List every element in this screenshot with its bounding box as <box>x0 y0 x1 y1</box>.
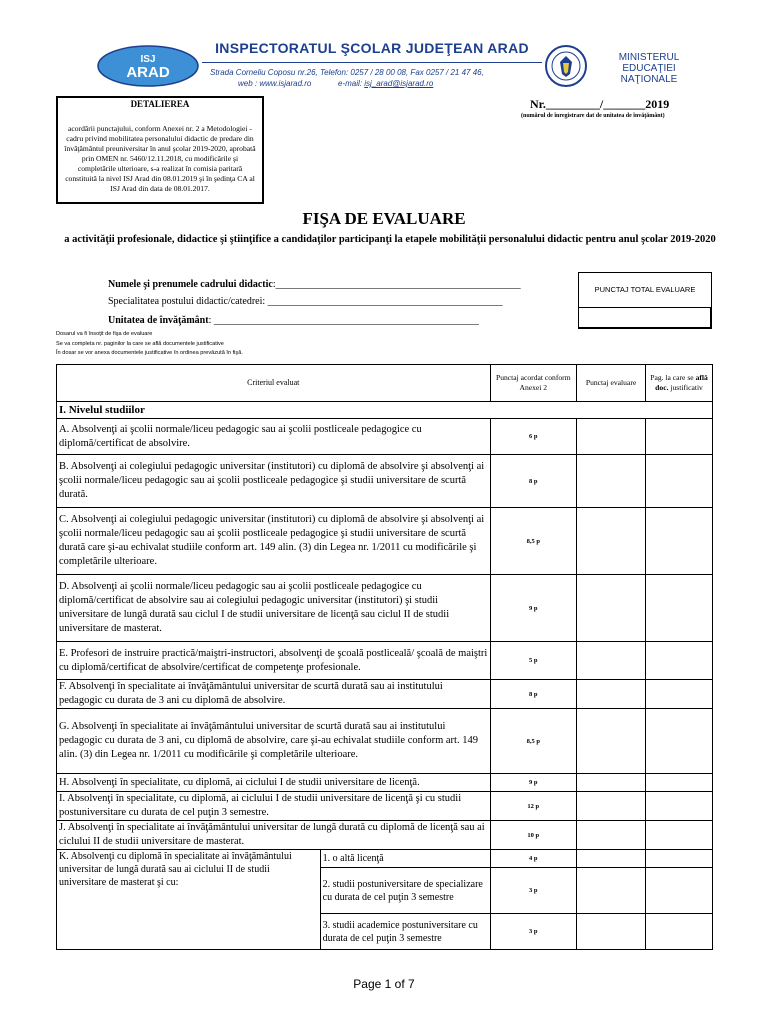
instruction-note: În dosar se vor anexa documentele justificative în ordinea prevăzută în fişă. <box>56 350 243 356</box>
detail-text: acordării punctajului, conform Anexei nr. 2 a Metodologiei - cadru privind mobilitatea personalului didactic de predare din învăţământul preuniversitar în anul şcolar 2019-2020, aprobată prin OMEN nr. 5460/12.11.2018, cu modificările şi completările ulterioare, s-a realizat în comisia paritară constituită la nivel ISJ Arad din 08.01.2019 şi în şedinţa CA al ISJ Arad din data de 08.01.2017. <box>64 124 256 193</box>
criterion-points: 8,5 p <box>490 709 577 774</box>
criterion-text: B. Absolvenţi ai colegiului pedagogic universitar (institutori) cu diplomă de absolvire şi absolvenţi ai şcolii normale/liceu pedagogic sau ai şcolii postliceale pedagogice şi studii universitare de scurtă durată. <box>57 455 491 508</box>
page-cell[interactable] <box>646 914 713 950</box>
score-cell[interactable] <box>577 419 646 455</box>
page-cell[interactable] <box>646 868 713 914</box>
table-row <box>57 642 713 680</box>
page-cell[interactable] <box>646 575 713 642</box>
header-divider <box>202 62 542 63</box>
teacher-name-label: Numele şi prenumele cadrului didactic <box>108 279 273 290</box>
instruction-note: Se va completa nr. paginilor la care se află documentele justificative <box>56 340 224 347</box>
score-cell[interactable] <box>577 508 646 575</box>
registration-number: Nr._________/_______2019 <box>530 97 670 111</box>
specialty-line[interactable]: _______________________________________________ <box>267 296 503 307</box>
instructions <box>56 330 243 359</box>
table-row <box>57 821 713 850</box>
section-row <box>57 402 713 419</box>
svg-text:ARAD: ARAD <box>126 64 170 81</box>
school-unit-line[interactable]: : _____________________________________________________ <box>208 315 479 326</box>
header-points-annex: Punctaj acordat conform Anexei 2 <box>490 365 577 402</box>
page-number: Page 1 of 7 <box>353 977 415 991</box>
email-label: e-mail: <box>338 79 365 88</box>
score-cell[interactable] <box>577 709 646 774</box>
sub-criterion-text: 1. o altă licenţă <box>320 850 490 868</box>
page-cell[interactable] <box>646 680 713 709</box>
score-cell[interactable] <box>577 868 646 914</box>
ministry-name-line-1: MINISTERUL EDUCAŢIEI <box>618 52 680 74</box>
score-cell[interactable] <box>577 774 646 792</box>
school-unit-field <box>108 315 479 326</box>
table-row <box>57 575 713 642</box>
document-title: FIŞA DE EVALUARE <box>302 209 466 228</box>
criterion-text: F. Absolvenţi în specialitate ai învăţământului universitar de scurtă durată sau ai institutului pedagogic cu durata de 3 ani cu diplomă de absolvire. <box>57 680 491 709</box>
criterion-points: 5 p <box>490 642 577 680</box>
score-cell[interactable] <box>577 792 646 821</box>
inspectorate-title: INSPECTORATUL ŞCOLAR JUDEŢEAN ARAD <box>215 40 529 56</box>
total-score-input[interactable] <box>578 307 712 329</box>
score-cell[interactable] <box>577 575 646 642</box>
sub-criterion-text: 3. studii academice postuniversitare cu durata de cel puţin 3 semestre <box>320 914 490 950</box>
evaluation-table <box>56 364 713 950</box>
page-cell[interactable] <box>646 792 713 821</box>
website-label: web : www.isjarad.ro <box>238 79 312 88</box>
criterion-points: 12 p <box>490 792 577 821</box>
inspectorate-contact <box>238 79 433 88</box>
table-row <box>57 508 713 575</box>
criterion-points: 3 p <box>490 914 577 950</box>
criterion-points: 6 p <box>490 419 577 455</box>
page-cell[interactable] <box>646 850 713 868</box>
criterion-text: K. Absolvenţi cu diplomă în specialitate ai învăţământului universitar de lungă durată sau ai ciclului II de studii universitare de masterat şi cu: <box>57 850 321 950</box>
score-cell[interactable] <box>577 455 646 508</box>
criterion-points: 10 p <box>490 821 577 850</box>
criterion-text: A. Absolvenţi ai şcolii normale/liceu pedagogic sau ai şcolii postliceale pedagogice cu diplomă/certificat de absolvire. <box>57 419 491 455</box>
criterion-points: 3 p <box>490 868 577 914</box>
table-row <box>57 709 713 774</box>
table-row <box>57 774 713 792</box>
ministry-seal-icon <box>544 44 588 88</box>
detail-title: DETALIEREA <box>130 99 190 109</box>
score-cell[interactable] <box>577 642 646 680</box>
score-cell[interactable] <box>577 821 646 850</box>
isj-arad-logo <box>96 42 200 88</box>
inspectorate-address: Strada Corneliu Coposu nr.26, Telefon: 0257 / 28 00 08, Fax 0257 / 21 47 46, <box>210 68 484 77</box>
document-subtitle: a activităţii profesionale, didactice şi ştiinţifice a candidaţilor participanţi la etapele mobilităţii personalului didactic pentru anul şcolar 2019-2020 <box>64 234 716 245</box>
page-cell[interactable] <box>646 709 713 774</box>
criterion-points: 9 p <box>490 774 577 792</box>
teacher-name-field <box>108 279 521 290</box>
header-criterion: Criteriul evaluat <box>57 365 491 402</box>
page-cell[interactable] <box>646 508 713 575</box>
header-page: Pag. la care se află doc. justificativ <box>646 365 713 402</box>
criterion-points: 9 p <box>490 575 577 642</box>
table-header-row <box>57 365 713 402</box>
criterion-text: E. Profesori de instruire practică/maiştri-instructori, absolvenţi de şcoală postliceală/ şcoală de maiştri cu diplomă/certificat de absolvire/certificat de competenţe profesionale. <box>57 642 491 680</box>
criterion-text: I. Absolvenţi în specialitate, cu diplomă, ai ciclului I de studii universitare de licenţă şi cu studii postuniversitare cu durata de cel puţin 3 semestre. <box>57 792 491 821</box>
score-cell[interactable] <box>577 914 646 950</box>
table-row <box>57 680 713 709</box>
criterion-points: 4 p <box>490 850 577 868</box>
criterion-text: G. Absolvenţi în specialitate ai învăţământului universitar de scurtă durată sau ai institutului pedagogic cu durata de 3 ani, cu diplomă de absolvire, care şi-au echivalat studiile conform art. 149 alin. (3) din Legea nr. 1/2011 cu modificările şi completările ulterioare. <box>57 709 491 774</box>
page-cell[interactable] <box>646 821 713 850</box>
ministry-name <box>594 52 704 85</box>
page-cell[interactable] <box>646 419 713 455</box>
sub-criterion-text: 2. studii postuniversitare de specializare cu durata de cel puţin 3 semestre <box>320 868 490 914</box>
specialty-field <box>108 296 503 307</box>
specialty-label: Specialitatea postului didactic/catedrei: <box>108 296 268 307</box>
ministry-name-line-2: NAŢIONALE <box>620 74 678 85</box>
email-link[interactable]: isj_arad@isjarad.ro <box>364 79 434 88</box>
score-cell[interactable] <box>577 850 646 868</box>
criterion-text: H. Absolvenţi în specialitate, cu diplomă, ai ciclului I de studii universitare de licenţă. <box>57 774 491 792</box>
page-cell[interactable] <box>646 774 713 792</box>
teacher-name-line[interactable]: :_________________________________________________ <box>272 279 521 290</box>
score-cell[interactable] <box>577 680 646 709</box>
registration-note: (numărul de înregistrare dat de unitatea de învăţământ) <box>521 113 665 119</box>
table-row <box>57 792 713 821</box>
criterion-points: 8 p <box>490 455 577 508</box>
header-points-eval: Punctaj evaluare <box>577 365 646 402</box>
criterion-points: 8 p <box>490 680 577 709</box>
criterion-text: C. Absolvenţi ai colegiului pedagogic universitar (institutori) cu diplomă de absolvire şi absolvenţi ai şcolii normale/liceu pedagogic sau ai şcolii postliceale pedagogice şi studii universitare de scurtă durată care şi-au echivalat studiile conform art. 149 alin. (3) din Legea nr. 1/2011 cu modificările şi completările ulterioare. <box>57 508 491 575</box>
criterion-text: J. Absolvenţi în specialitate ai învăţământului universitar de lungă durată cu diplomă de licenţă sau ai ciclului II de studii universitare de masterat. <box>57 821 491 850</box>
table-row <box>57 419 713 455</box>
page-cell[interactable] <box>646 455 713 508</box>
total-score-label: PUNCTAJ TOTAL EVALUARE <box>594 285 696 294</box>
table-row <box>57 455 713 508</box>
svg-text:ISJ: ISJ <box>140 54 156 65</box>
instruction-note: Dosarul va fi însoţit de fişa de evaluare <box>56 331 153 337</box>
table-row <box>57 850 713 868</box>
criterion-text: D. Absolvenţi ai şcolii normale/liceu pedagogic sau ai şcolii postliceale pedagogice cu diplomă/certificat de absolvire sau ai colegiului pedagogic universitar (institutori) şi studii universitare de lungă durată sau ciclul I de studii universitare de licenţă sau ciclul II de studii universitare de masterat. <box>57 575 491 642</box>
page-cell[interactable] <box>646 642 713 680</box>
criterion-points: 8,5 p <box>490 508 577 575</box>
school-unit-label: Unitatea de învăţământ <box>108 315 209 326</box>
section-title: I. Nivelul studiilor <box>57 402 713 419</box>
